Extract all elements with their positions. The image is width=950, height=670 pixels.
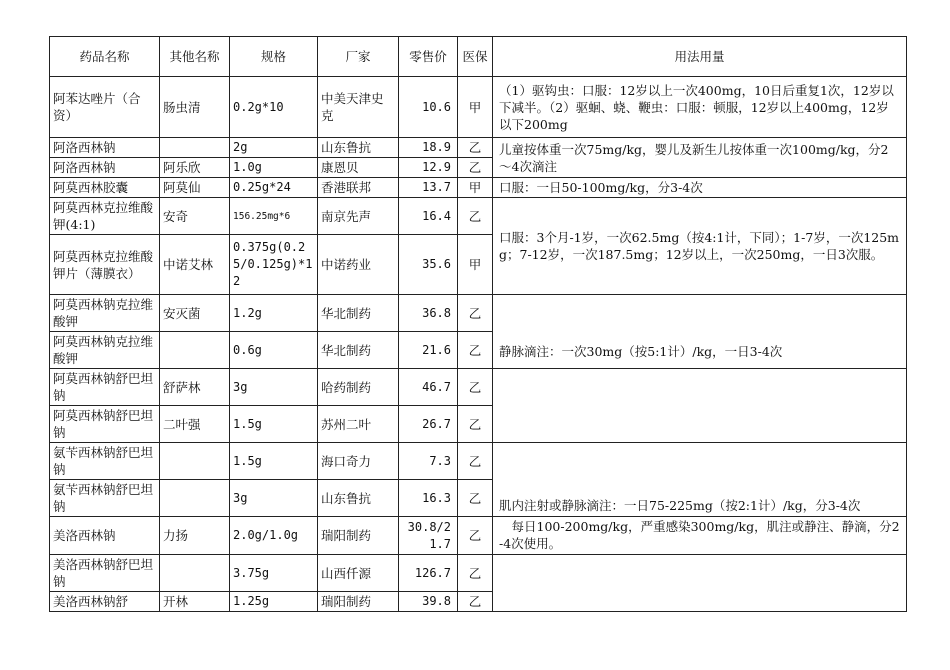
insurance-class: 乙: [458, 295, 493, 332]
table-row: [50, 443, 907, 480]
other-name: 阿乐欣: [160, 158, 230, 178]
manufacturer: 哈药制药: [318, 369, 399, 406]
insurance-class: 甲: [458, 235, 493, 295]
spec: 3g: [230, 480, 318, 517]
drug-name: 阿莫西林胶囊: [50, 178, 160, 198]
manufacturer: 海口奇力: [318, 443, 399, 480]
drug-name: 阿莫西林克拉维酸钾片（薄膜衣）: [50, 235, 160, 295]
header-insurance: 医保: [458, 37, 493, 77]
table-row: [50, 555, 907, 592]
table-row: [50, 77, 907, 138]
retail-price: 18.9: [399, 138, 458, 158]
drug-name: 阿莫西林克拉维酸钾(4:1): [50, 198, 160, 235]
other-name: [160, 480, 230, 517]
other-name: [160, 443, 230, 480]
table-row: [50, 198, 907, 235]
retail-price: 30.8/21.7: [399, 517, 458, 555]
other-name: 肠虫清: [160, 77, 230, 138]
other-name: 舒萨林: [160, 369, 230, 406]
drug-name: 阿莫西林钠舒巴坦钠: [50, 406, 160, 443]
drug-name: 阿苯达唑片（合资）: [50, 77, 160, 138]
retail-price: 13.7: [399, 178, 458, 198]
retail-price: 35.6: [399, 235, 458, 295]
usage-text: （1）驱钩虫：口服：12岁以上一次400mg，10日后重复1次，12岁以下减半。（2）驱蛔、蛲、鞭虫：口服：顿服，12岁以上400mg，12岁以下200mg: [493, 77, 907, 138]
insurance-class: 乙: [458, 480, 493, 517]
usage-text: 儿童按体重一次75mg/kg，婴儿及新生儿按体重一次100mg/kg，分2～4次滴注: [493, 138, 907, 178]
retail-price: 36.8: [399, 295, 458, 332]
manufacturer: 康恩贝: [318, 158, 399, 178]
header-usage: 用法用量: [493, 37, 907, 77]
drug-name: 阿洛西林钠: [50, 158, 160, 178]
other-name: [160, 555, 230, 592]
spec: 3g: [230, 369, 318, 406]
table-row: [50, 178, 907, 198]
manufacturer: 山西仟源: [318, 555, 399, 592]
spec: 0.375g(0.25/0.125g)*12: [230, 235, 318, 295]
spec: 1.5g: [230, 443, 318, 480]
header-drug-name: 药品名称: [50, 37, 160, 77]
table-row: [50, 369, 907, 406]
table-row: [50, 138, 907, 158]
manufacturer: 华北制药: [318, 295, 399, 332]
retail-price: 12.9: [399, 158, 458, 178]
manufacturer: 中诺药业: [318, 235, 399, 295]
usage-text: 每日100-200mg/kg，严重感染300mg/kg，肌注或静注、静滴，分2-4次使用。: [493, 517, 907, 555]
spec: 0.2g*10: [230, 77, 318, 138]
insurance-class: 乙: [458, 592, 493, 612]
usage-empty: [493, 555, 907, 612]
spec: 0.25g*24: [230, 178, 318, 198]
usage-text: 口服：一日50-100mg/kg，分3-4次: [493, 178, 907, 198]
other-name: [160, 332, 230, 369]
insurance-class: 乙: [458, 138, 493, 158]
spec: 2g: [230, 138, 318, 158]
insurance-class: 乙: [458, 332, 493, 369]
drug-name: 美洛西林钠: [50, 517, 160, 555]
header-other-name: 其他名称: [160, 37, 230, 77]
other-name: 安灭菌: [160, 295, 230, 332]
insurance-class: 乙: [458, 369, 493, 406]
insurance-class: 乙: [458, 406, 493, 443]
manufacturer: 山东鲁抗: [318, 480, 399, 517]
drug-name: 阿莫西林钠克拉维酸钾: [50, 295, 160, 332]
manufacturer: 南京先声: [318, 198, 399, 235]
other-name: 力扬: [160, 517, 230, 555]
drug-name: 阿莫西林钠克拉维酸钾: [50, 332, 160, 369]
retail-price: 16.4: [399, 198, 458, 235]
spec: 1.0g: [230, 158, 318, 178]
retail-price: 126.7: [399, 555, 458, 592]
spec: 156.25mg*6: [230, 198, 318, 235]
insurance-class: 乙: [458, 443, 493, 480]
retail-price: 39.8: [399, 592, 458, 612]
table-row: [50, 517, 907, 555]
spec: 1.2g: [230, 295, 318, 332]
drug-name: 氨苄西林钠舒巴坦钠: [50, 480, 160, 517]
drug-name: 阿莫西林钠舒巴坦钠: [50, 369, 160, 406]
spec: 0.6g: [230, 332, 318, 369]
manufacturer: 山东鲁抗: [318, 138, 399, 158]
manufacturer: 香港联邦: [318, 178, 399, 198]
other-name: 开林: [160, 592, 230, 612]
retail-price: 21.6: [399, 332, 458, 369]
insurance-class: 甲: [458, 77, 493, 138]
table-header-row: [50, 37, 907, 77]
drug-price-table: [49, 36, 907, 612]
usage-empty: [493, 369, 907, 443]
retail-price: 7.3: [399, 443, 458, 480]
other-name: [160, 138, 230, 158]
manufacturer: 瑞阳制药: [318, 592, 399, 612]
spec: 2.0g/1.0g: [230, 517, 318, 555]
usage-text: 静脉滴注：一次30mg（按5:1计）/kg，一日3-4次: [493, 295, 907, 369]
retail-price: 16.3: [399, 480, 458, 517]
table-row: [50, 295, 907, 332]
spec: 3.75g: [230, 555, 318, 592]
insurance-class: 乙: [458, 198, 493, 235]
drug-name: 美洛西林钠舒: [50, 592, 160, 612]
manufacturer: 中美天津史克: [318, 77, 399, 138]
drug-name: 氨苄西林钠舒巴坦钠: [50, 443, 160, 480]
spec: 1.5g: [230, 406, 318, 443]
usage-text: 肌内注射或静脉滴注：一日75-225mg（按2:1计）/kg，分3-4次: [493, 443, 907, 517]
other-name: 安奇: [160, 198, 230, 235]
spec: 1.25g: [230, 592, 318, 612]
insurance-class: 乙: [458, 517, 493, 555]
retail-price: 10.6: [399, 77, 458, 138]
usage-text: 口服：3个月-1岁，一次62.5mg（按4:1计，下同）；1-7岁，一次125mg；7-12岁，一次187.5mg；12岁以上，一次250mg，一日3次服。: [493, 198, 907, 295]
other-name: 中诺艾林: [160, 235, 230, 295]
header-spec: 规格: [230, 37, 318, 77]
manufacturer: 华北制药: [318, 332, 399, 369]
drug-name: 阿洛西林钠: [50, 138, 160, 158]
drug-name: 美洛西林钠舒巴坦钠: [50, 555, 160, 592]
manufacturer: 瑞阳制药: [318, 517, 399, 555]
insurance-class: 甲: [458, 178, 493, 198]
insurance-class: 乙: [458, 555, 493, 592]
retail-price: 26.7: [399, 406, 458, 443]
manufacturer: 苏州二叶: [318, 406, 399, 443]
other-name: 阿莫仙: [160, 178, 230, 198]
insurance-class: 乙: [458, 158, 493, 178]
other-name: 二叶强: [160, 406, 230, 443]
header-retail-price: 零售价: [399, 37, 458, 77]
retail-price: 46.7: [399, 369, 458, 406]
header-manufacturer: 厂家: [318, 37, 399, 77]
